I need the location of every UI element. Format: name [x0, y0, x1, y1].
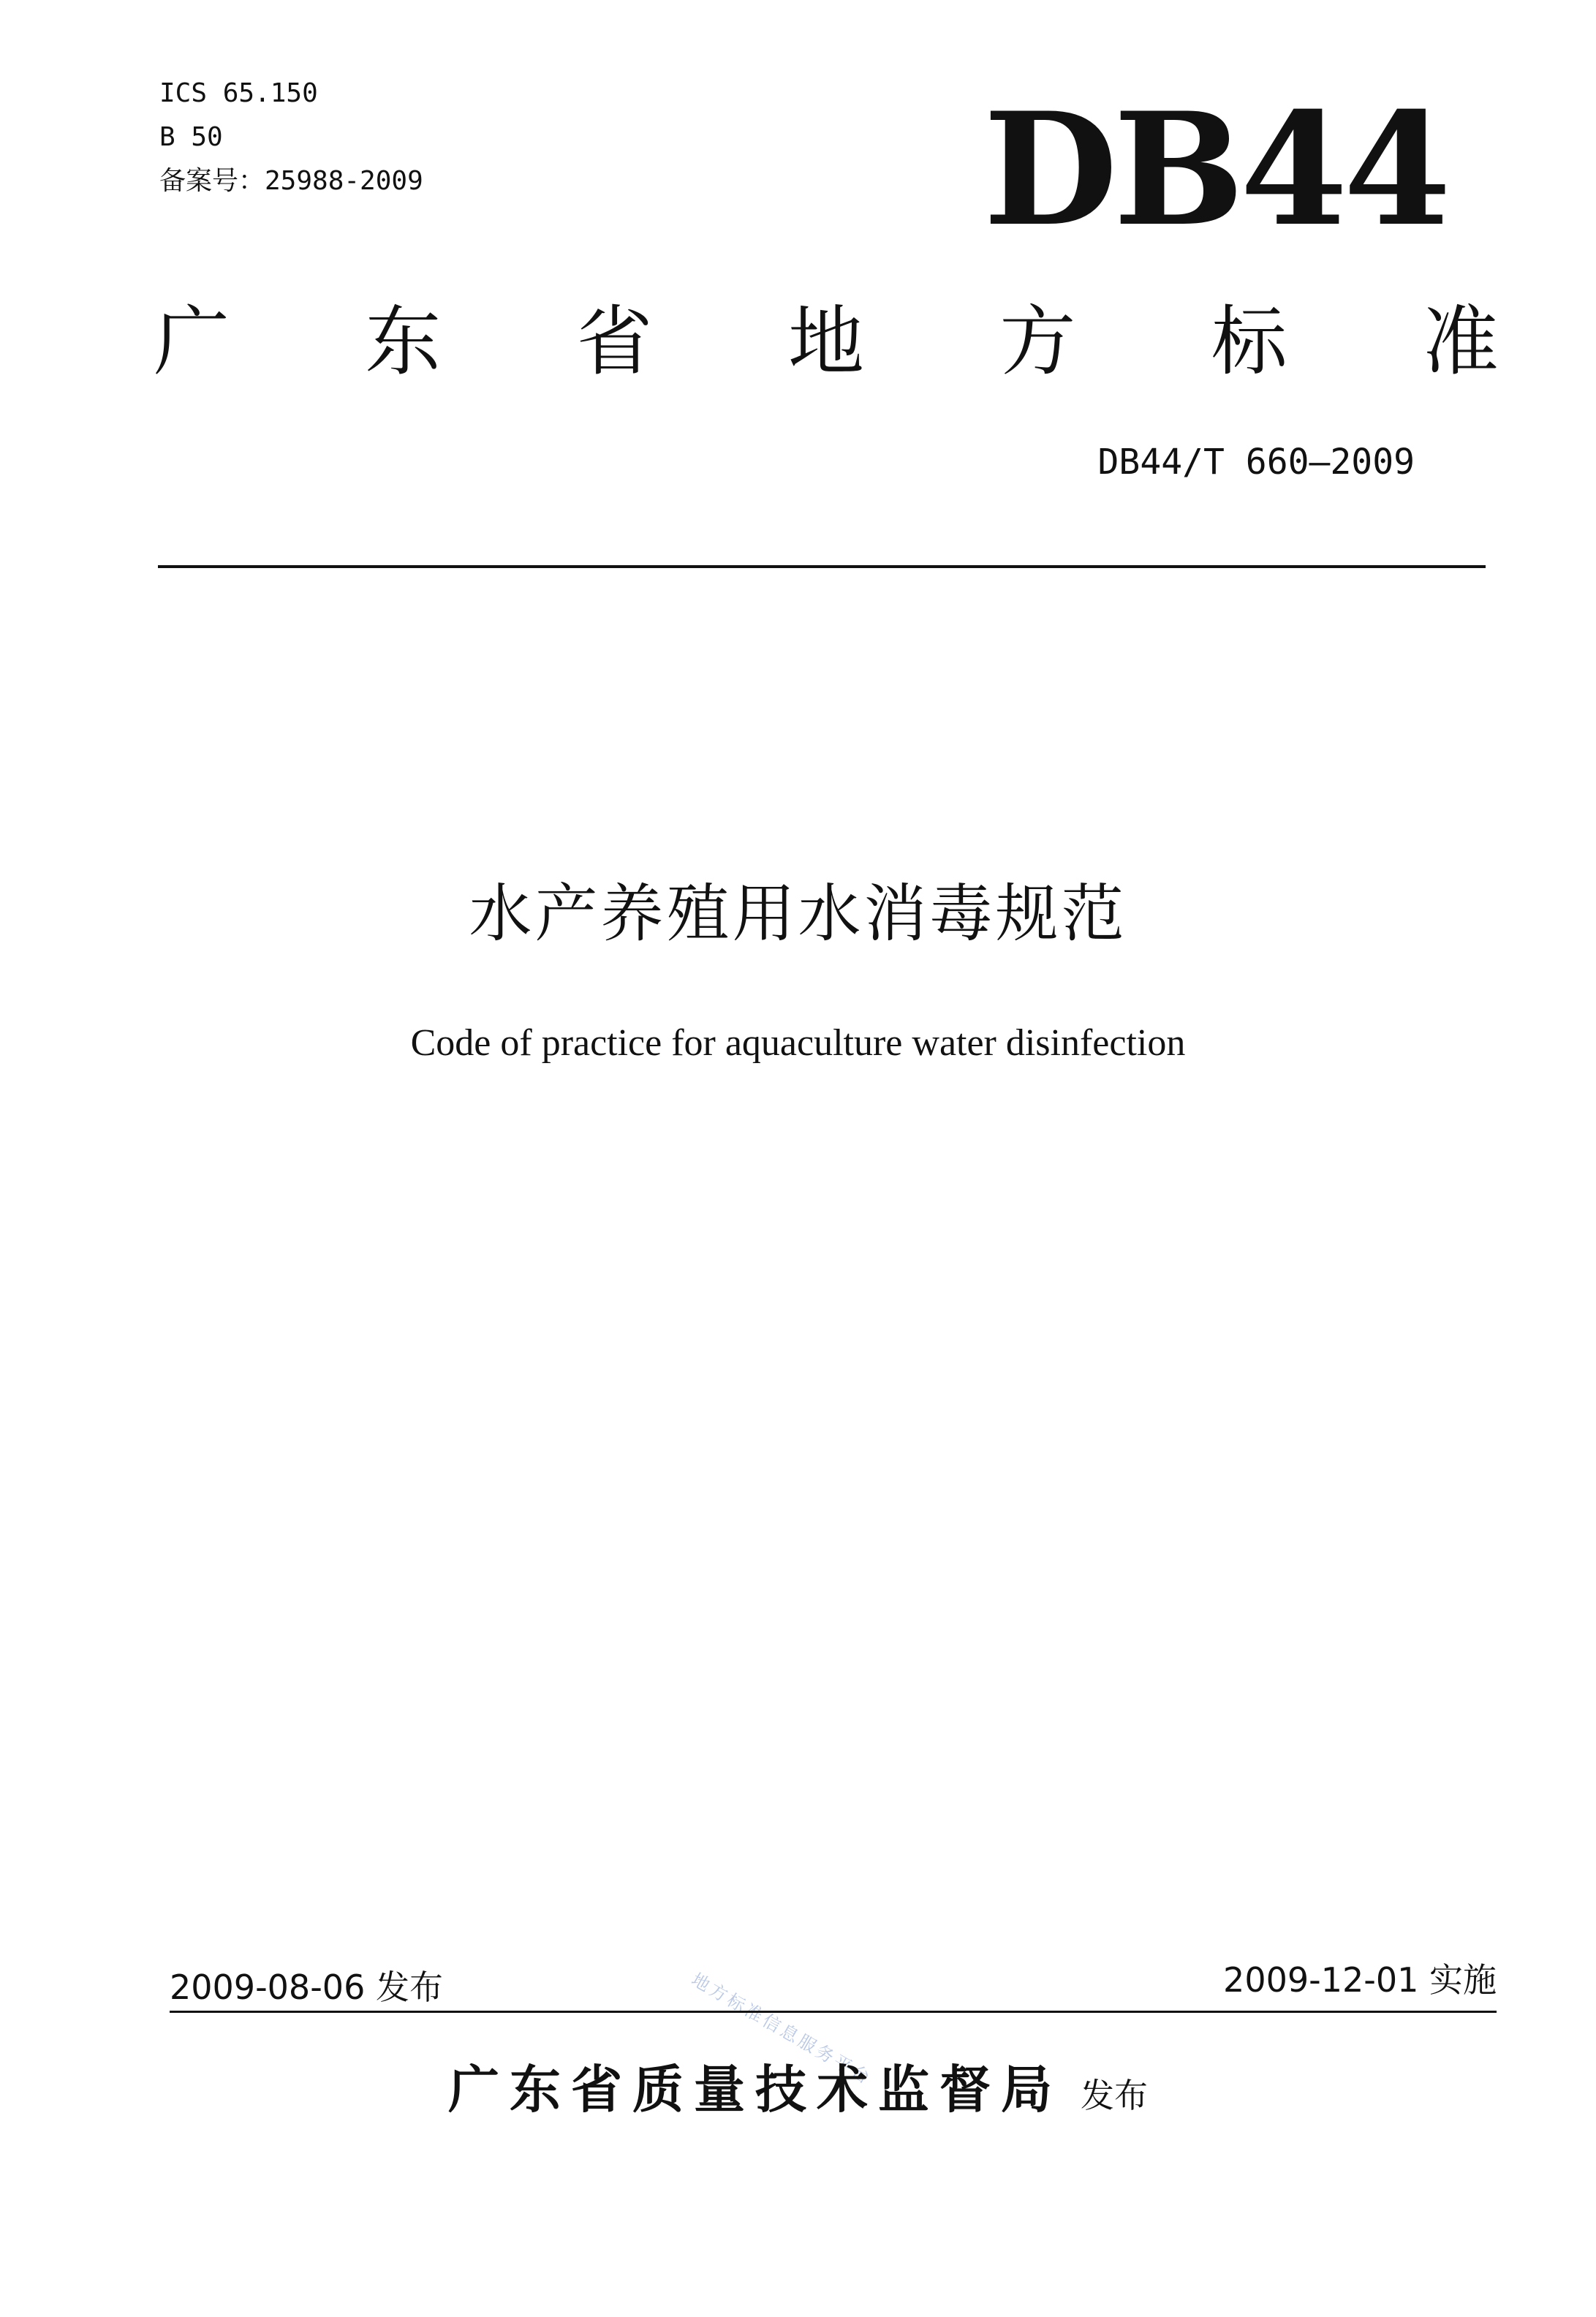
standard-number: DB44/T 660—2009 — [1097, 442, 1415, 483]
publisher — [0, 2053, 1596, 2132]
standard-type-char: 方 — [999, 297, 1076, 386]
document-title: 水产养殖用水消毒规范 — [469, 877, 1127, 950]
issue-date: 2009-08-06 发布 — [170, 1968, 443, 2007]
watermark: 地方标准信息服务平台 — [688, 1969, 876, 2090]
standard-type-char: 省 — [576, 297, 653, 386]
standard-type-char: 准 — [1422, 297, 1499, 386]
standard-type-char: 地 — [787, 297, 864, 386]
publisher-name: 广东省质量技术监督局 — [447, 2060, 1062, 2120]
db44-logo: DB44 — [983, 78, 1448, 260]
record-number: 备案号：25988-2009 — [159, 166, 423, 196]
top-divider — [158, 565, 1486, 568]
classification-code: B 50 — [159, 122, 223, 152]
standard-type-char: 广 — [154, 297, 230, 386]
bottom-divider — [170, 2011, 1497, 2013]
ics-code: ICS 65.150 — [159, 78, 318, 108]
publisher-suffix: 发布 — [1081, 2076, 1149, 2115]
document-subtitle-english: Code of practice for aquaculture water disinfection — [410, 1022, 1186, 1064]
effective-date: 2009-12-01 实施 — [1223, 1960, 1497, 2000]
standard-type-char: 标 — [1211, 297, 1287, 386]
standard-type-char: 东 — [365, 297, 442, 386]
standard-type-heading — [154, 294, 1499, 389]
